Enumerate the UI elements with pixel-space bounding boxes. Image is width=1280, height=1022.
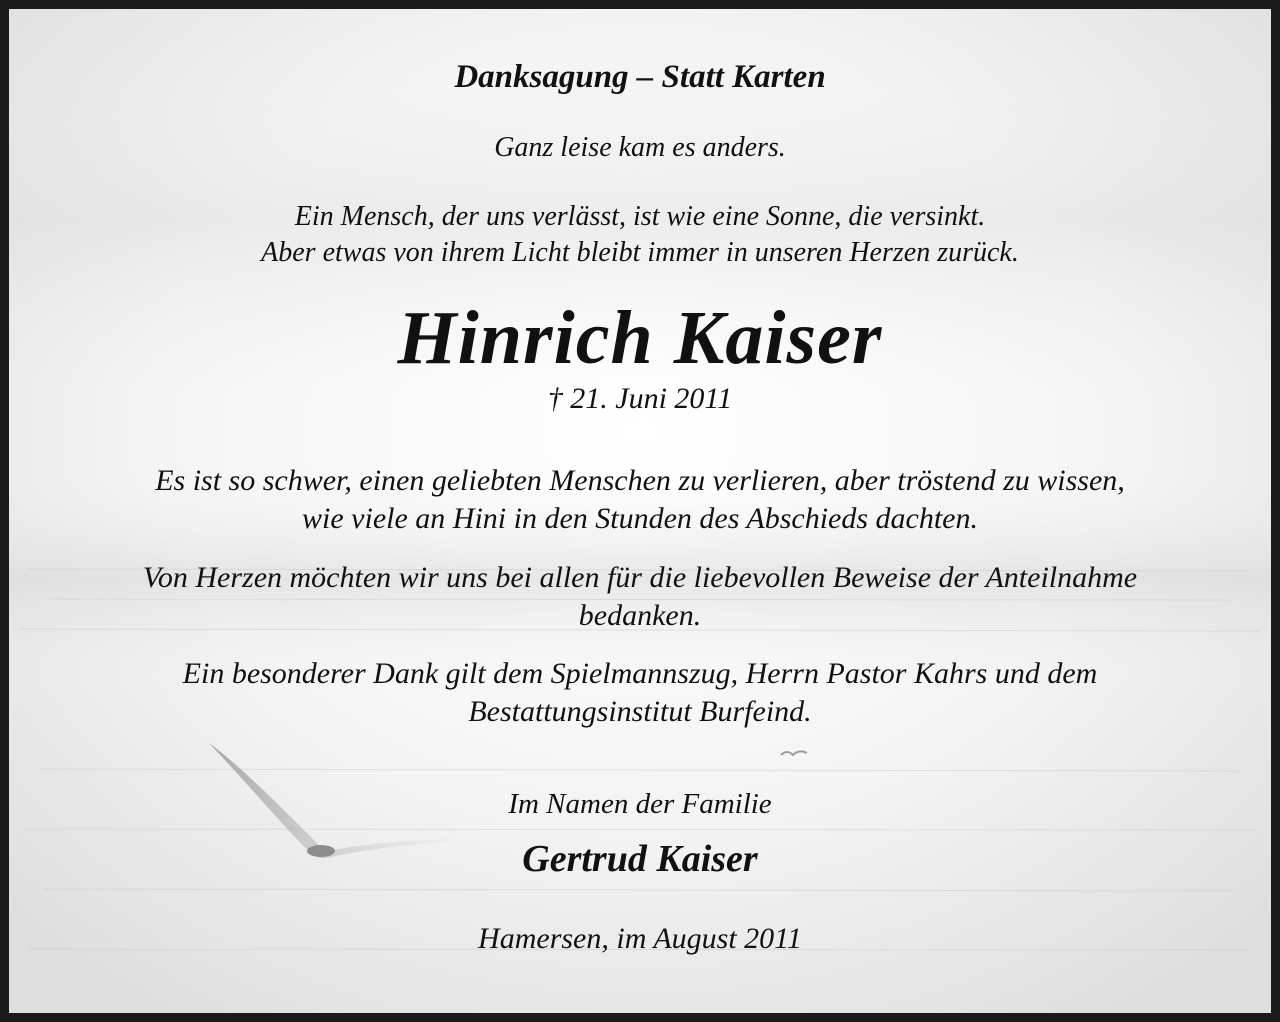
signer-name: Gertrud Kaiser (522, 838, 758, 880)
family-label: Im Namen der Familie (508, 788, 772, 820)
motto-verse (9, 199, 1271, 271)
motto-verse-line: Ein Mensch, der uns verlässt, ist wie eine Sonne, die versinkt. (294, 201, 986, 232)
thanks-paragraph (9, 559, 1271, 635)
paragraph-line: Von Herzen möchten wir uns bei allen für die liebevollen Beweise der Anteilnahme (142, 561, 1138, 594)
place-date: Hamersen, im August 2011 (478, 922, 802, 955)
thanks-paragraph (9, 655, 1271, 731)
paragraph-line: Ein besonderer Dank gilt dem Spielmannszug, Herrn Pastor Kahrs und dem (182, 657, 1098, 690)
death-date: † 21. Juni 2011 (547, 382, 733, 415)
deceased-name: Hinrich Kaiser (397, 296, 883, 380)
notice-header: Danksagung – Statt Karten (454, 59, 826, 95)
paragraph-line: Bestattungsinstitut Burfeind. (468, 695, 812, 728)
motto-intro: Ganz leise kam es anders. (494, 132, 786, 163)
motto-verse-line: Aber etwas von ihrem Licht bleibt immer in unseren Herzen zurück. (261, 237, 1019, 268)
paragraph-line: wie viele an Hini in den Stunden des Abschieds dachten. (302, 502, 978, 535)
thanks-paragraph (9, 462, 1271, 538)
distant-bird-icon (779, 747, 809, 761)
paragraph-line: bedanken. (578, 599, 702, 632)
paragraph-line: Es ist so schwer, einen geliebten Menschen zu verlieren, aber tröstend zu wissen, (155, 464, 1125, 497)
